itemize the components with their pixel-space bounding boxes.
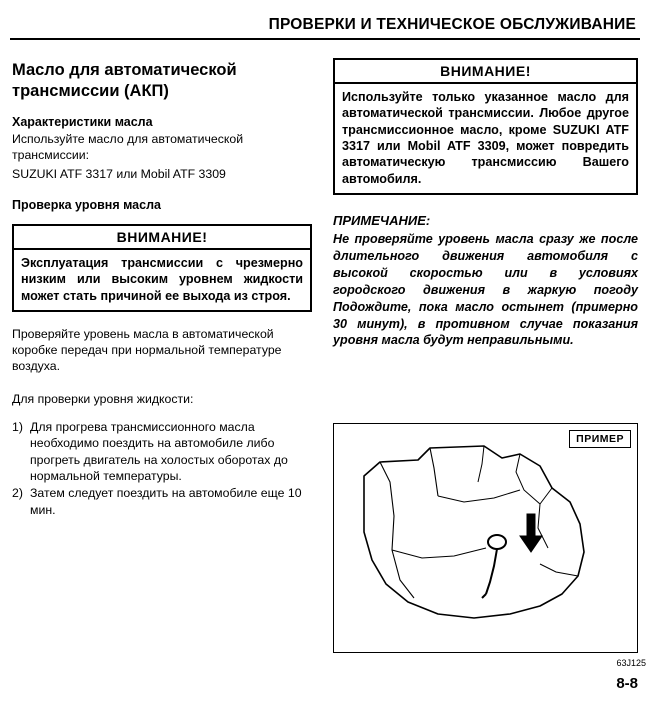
procedure-list [12,419,312,518]
warning-body-left [14,250,310,310]
paragraph-normal-temp: Проверяйте уровень масла в автоматической коробке передач при нормальной температуре воздуха. [12,326,282,374]
warning-body-right-text: Используйте только указанное масло для автоматической трансмиссии. Любое другое трансмиссионное масло, кроме SUZUKI ATF 3317 или Mobil ATF 3309, может повредить автоматическую трансмиссию Вашего автомобиля. [342,90,633,186]
list-item-number: 1) [12,419,23,434]
list-item [12,485,312,518]
warning-box-left [12,224,312,312]
right-column [333,58,638,349]
warning-title-left: ВНИМАНИЕ! [14,226,310,250]
note-title: ПРИМЕЧАНИЕ: [333,213,431,229]
figure-transmission-dipstick [333,423,638,653]
warning-body-left-text: Эксплуатация трансмиссии с чрезмерно низким или высоким уровнем жидкости может стать причиной ее выхода из строя. [21,255,307,303]
paragraph-check-intro: Для проверки уровня жидкости: [12,391,194,406]
section-title: Масло для автоматической трансмиссии (АКП) [12,61,237,100]
left-column [12,60,312,519]
list-item [12,419,312,484]
figure-code: 63J125 [616,658,646,668]
header-divider [10,38,640,40]
figure-label: ПРИМЕР [569,430,631,448]
page-header [10,16,640,40]
oil-spec-value: SUZUKI ATF 3317 или Mobil ATF 3309 [12,166,226,181]
warning-body-right [335,84,636,193]
header-title: ПРОВЕРКИ И ТЕХНИЧЕСКОЕ ОБСЛУЖИВАНИЕ [268,16,636,33]
list-item-text: Для прогрева трансмиссионного масла необходимо поездить на автомобиле либо прогреть двигатель на холостых оборотах до нормальной температуры. [30,419,288,483]
level-check-heading: Проверка уровня масла [12,197,161,212]
transmission-illustration [334,424,636,651]
warning-title-right: ВНИМАНИЕ! [335,60,636,84]
note-body: Не проверяйте уровень масла сразу же после длительного движения автомобиля с высокой скоростью или в условиях городского движения в жаркую погоду Подождите, пока масло остынет (примерно 30 минут), в противном случае показания уровня масла будут неправильными. [333,232,638,348]
warning-box-right [333,58,638,195]
oil-spec-text: Используйте масло для автоматической трансмиссии: [12,132,244,163]
oil-spec-heading: Характеристики масла [12,115,153,130]
list-item-text: Затем следует поездить на автомобиле еще 10 мин. [30,486,302,517]
page-number: 8-8 [616,675,638,692]
list-item-number: 2) [12,486,23,501]
